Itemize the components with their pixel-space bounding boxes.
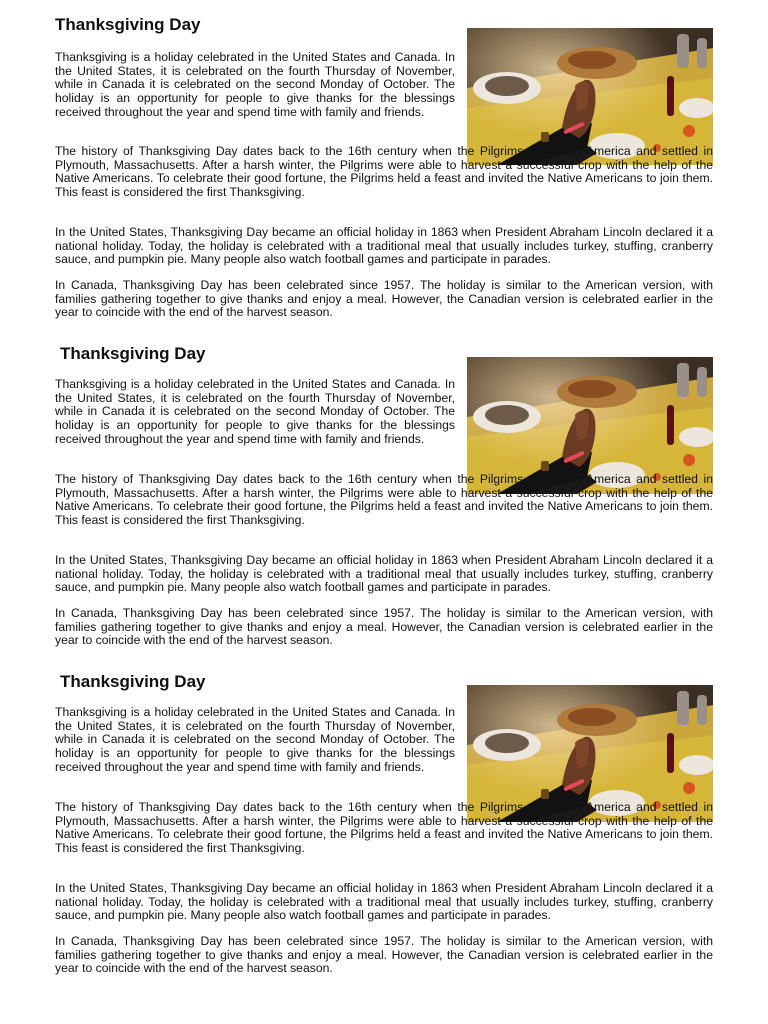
- article-paragraph: In Canada, Thanksgiving Day has been celebrated since 1957. The holiday is similar to the American version, with families gathering together to give thanks and enjoy a meal. However, the Canadian version is celebrated earlier in the year to coincide with the end of the harvest season.: [55, 278, 713, 320]
- article-paragraph: Thanksgiving is a holiday celebrated in the United States and Canada. In the United States, it is celebrated on the fourth Thursday of November, while in Canada it is celebrated on the second Monday of October. The holiday is an opportunity for people to give thanks for the blessings received throughout the year and spend time with family and friends.: [55, 50, 455, 119]
- article-section-3: [55, 672, 713, 982]
- article-paragraph: The history of Thanksgiving Day dates back to the 16th century when the Pilgrims arrived in America and settled in Plymouth, Massachusetts. After a harsh winter, the Pilgrims were able to harvest a successful crop with the help of the Native Americans. To celebrate their good fortune, the Pilgrims held a feast and invited the Native Americans to join them. This feast is considered the first Thanksgiving.: [55, 800, 713, 856]
- article-paragraph: The history of Thanksgiving Day dates back to the 16th century when the Pilgrims arrived in America and settled in Plymouth, Massachusetts. After a harsh winter, the Pilgrims were able to harvest a successful crop with the help of the Native Americans. To celebrate their good fortune, the Pilgrims held a feast and invited the Native Americans to join them. This feast is considered the first Thanksgiving.: [55, 144, 713, 200]
- article-section-1: [55, 15, 713, 325]
- article-paragraph: Thanksgiving is a holiday celebrated in the United States and Canada. In the United States, it is celebrated on the fourth Thursday of November, while in Canada it is celebrated on the second Monday of October. The holiday is an opportunity for people to give thanks for the blessings received throughout the year and spend time with family and friends.: [55, 377, 455, 446]
- article-title: Thanksgiving Day: [55, 15, 201, 34]
- article-paragraph: In Canada, Thanksgiving Day has been celebrated since 1957. The holiday is similar to the American version, with families gathering together to give thanks and enjoy a meal. However, the Canadian version is celebrated earlier in the year to coincide with the end of the harvest season.: [55, 606, 713, 648]
- article-paragraph: Thanksgiving is a holiday celebrated in the United States and Canada. In the United States, it is celebrated on the fourth Thursday of November, while in Canada it is celebrated on the second Monday of October. The holiday is an opportunity for people to give thanks for the blessings received throughout the year and spend time with family and friends.: [55, 705, 455, 774]
- article-title: Thanksgiving Day: [60, 672, 206, 691]
- article-paragraph: In Canada, Thanksgiving Day has been celebrated since 1957. The holiday is similar to the American version, with families gathering together to give thanks and enjoy a meal. However, the Canadian version is celebrated earlier in the year to coincide with the end of the harvest season.: [55, 934, 713, 976]
- article-paragraph: In the United States, Thanksgiving Day became an official holiday in 1863 when President Abraham Lincoln declared it a national holiday. Today, the holiday is celebrated with a traditional meal that usually includes turkey, stuffing, cranberry sauce, and pumpkin pie. Many people also watch football games and participate in parades.: [55, 225, 713, 267]
- article-section-2: [55, 344, 713, 654]
- article-paragraph: The history of Thanksgiving Day dates back to the 16th century when the Pilgrims arrived in America and settled in Plymouth, Massachusetts. After a harsh winter, the Pilgrims were able to harvest a successful crop with the help of the Native Americans. To celebrate their good fortune, the Pilgrims held a feast and invited the Native Americans to join them. This feast is considered the first Thanksgiving.: [55, 472, 713, 528]
- article-title: Thanksgiving Day: [60, 344, 206, 363]
- article-paragraph: In the United States, Thanksgiving Day became an official holiday in 1863 when President Abraham Lincoln declared it a national holiday. Today, the holiday is celebrated with a traditional meal that usually includes turkey, stuffing, cranberry sauce, and pumpkin pie. Many people also watch football games and participate in parades.: [55, 553, 713, 595]
- article-paragraph: In the United States, Thanksgiving Day became an official holiday in 1863 when President Abraham Lincoln declared it a national holiday. Today, the holiday is celebrated with a traditional meal that usually includes turkey, stuffing, cranberry sauce, and pumpkin pie. Many people also watch football games and participate in parades.: [55, 881, 713, 923]
